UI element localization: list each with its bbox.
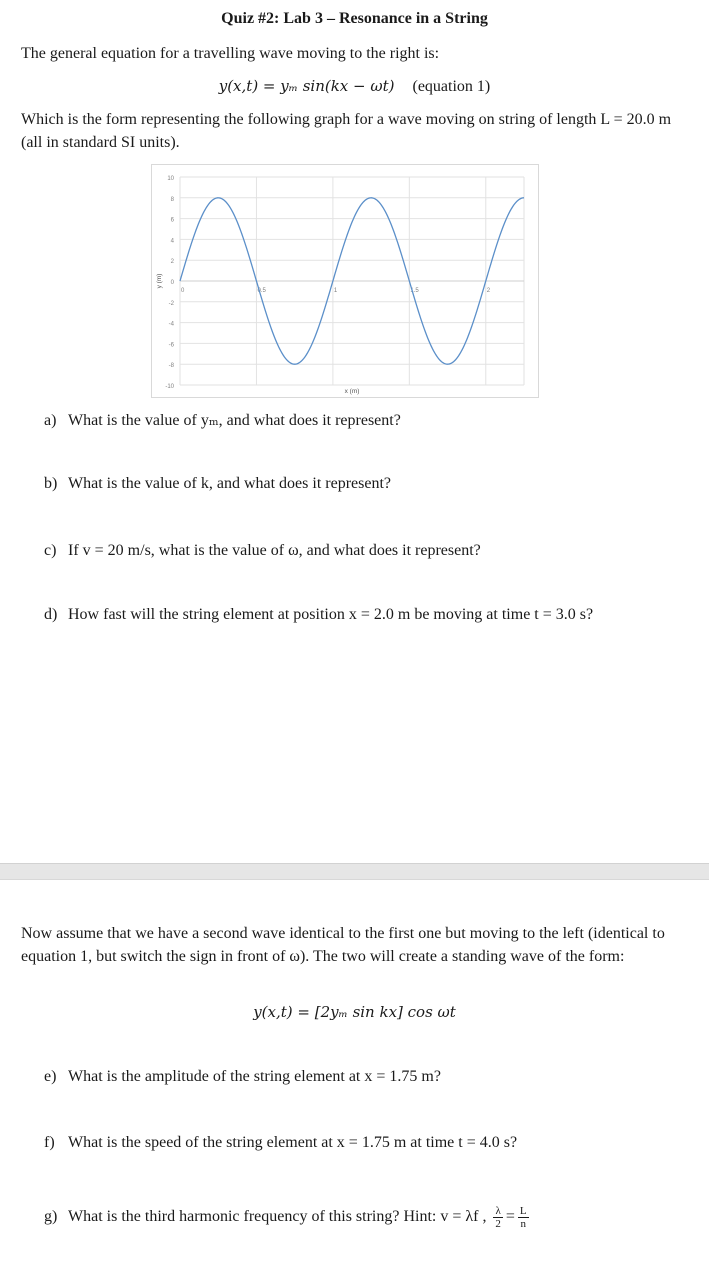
question-label: d)	[44, 606, 58, 623]
question-label: g)	[44, 1208, 58, 1226]
question-text: How fast will the string element at position x = 2.0 m be moving at time t = 3.0 s?	[68, 606, 594, 623]
y-tick-label: -8	[168, 363, 174, 370]
frac-den: n	[520, 1218, 526, 1230]
y-tick-label: 2	[170, 259, 174, 266]
page-break	[0, 863, 709, 880]
question-f	[44, 1134, 517, 1152]
equation-1-note: (equation 1)	[412, 78, 491, 95]
question-g	[44, 1205, 532, 1230]
question-text: What is the value of yₘ, and what does it represent?	[68, 412, 401, 429]
question-d	[44, 606, 593, 624]
x-tick-label: 1.5	[410, 288, 419, 294]
intro-text: The general equation for a travelling wave moving to the right is:	[21, 45, 440, 62]
question-text: What is the value of k, and what does it represent?	[68, 475, 391, 492]
y-tick-label: 6	[170, 217, 174, 224]
y-tick-label: -10	[165, 384, 174, 390]
frac-num: L	[519, 1205, 527, 1217]
wave-chart	[151, 164, 539, 398]
equation-2-expr: y(x,t) = [2yₘ sin kx] cos ωt	[253, 1003, 456, 1021]
hint-fraction-l-over-n	[518, 1205, 529, 1230]
question-label: c)	[44, 542, 57, 559]
question-text: What is the amplitude of the string element at x = 1.75 m?	[68, 1068, 441, 1085]
frac-den: 2	[495, 1218, 501, 1230]
question-e	[44, 1068, 441, 1086]
question-lead: Which is the form representing the following graph for a wave moving on string of length L = 20.0 m (all in standard SI units).	[21, 111, 672, 151]
question-c	[44, 542, 481, 560]
hint-fraction-lambda-over-2	[493, 1205, 502, 1230]
question-label: b)	[44, 475, 58, 492]
question-b	[44, 475, 391, 493]
hint-equals: =	[505, 1208, 515, 1226]
y-tick-label: -2	[168, 300, 174, 307]
equation-2	[0, 1003, 709, 1022]
x-tick-label: 0.5	[257, 288, 266, 294]
question-label: f)	[44, 1134, 55, 1151]
y-tick-label: 4	[170, 238, 174, 245]
x-tick-label: 2	[486, 288, 491, 294]
y-tick-label: 8	[170, 196, 174, 203]
part2-intro: Now assume that we have a second wave identical to the first one but moving to the left (identical to equation 1, but switch the sign in front of ω). The two will create a standing wave of the form:	[21, 925, 665, 965]
y-tick-label: -6	[168, 342, 174, 349]
question-a	[44, 410, 401, 430]
question-label: a)	[44, 412, 57, 429]
y-tick-label: 10	[167, 176, 174, 182]
y-tick-label: 0	[170, 280, 174, 286]
x-tick-label: 0	[181, 288, 185, 294]
equation-1-expr: y(x,t) = yₘ sin(kx − ωt)	[218, 77, 395, 95]
question-text: What is the third harmonic frequency of this string? Hint: v = λf ,	[68, 1208, 487, 1226]
page-title: Quiz #2: Lab 3 – Resonance in a String	[221, 10, 488, 27]
y-tick-label: -4	[168, 321, 174, 328]
question-text: What is the speed of the string element at x = 1.75 m at time t = 4.0 s?	[68, 1134, 518, 1151]
frac-num: λ	[495, 1205, 501, 1217]
question-text: If v = 20 m/s, what is the value of ω, and what does it represent?	[68, 542, 481, 559]
wave-chart-svg	[152, 165, 538, 397]
equation-1	[0, 77, 709, 96]
question-label: e)	[44, 1068, 57, 1085]
x-tick-label: 1	[333, 288, 338, 294]
y-axis-label: y (m)	[156, 273, 163, 289]
x-axis-label: x (m)	[344, 388, 360, 395]
